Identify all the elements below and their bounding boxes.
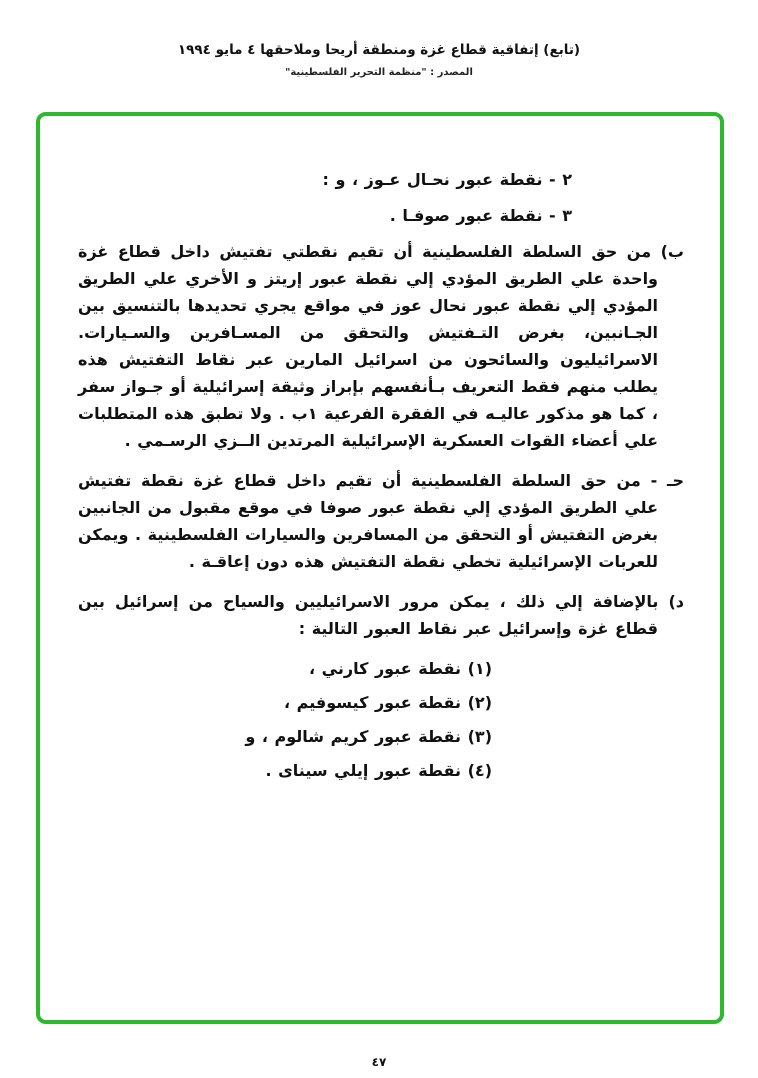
paragraph-d: د) بالإضافة إلي ذلك ، يمكن مرور الاسرائيليين والسياح من إسرائيل بين قطاع غزة وإسرائيل عبر نقاط العبور التالية : (78, 592, 684, 638)
crossing-point-item-3: ٣ - نقطة عبور صوفـا . (389, 206, 572, 225)
crossing-list-item-1: (١) نقطة عبور كارني ، (309, 659, 492, 678)
page-header (0, 42, 758, 78)
document-body (78, 166, 684, 791)
page-number: ٤٧ (371, 1055, 387, 1069)
paragraph-h: حـ - من حق السلطة الفلسطينية أن تقيم داخل قطاع غزة نقطة تفتيش علي الطريق المؤدي إلي نقطة عبور صوفا في موقع مقبول من الجانبين بغرض التفتيش أو التحقق من المسافرين والسيارات الفلسطينية . ويمكن للعربات الإسرائيلية تخطي نقطة التفتيش هذه دون إعاقـة . (78, 471, 684, 571)
crossing-list-item-2: (٢) نقطة عبور كيسوفيم ، (284, 693, 492, 712)
paragraph-b: ب) من حق السلطة الفلسطينية أن تقيم نقطتي تفتيش داخل قطاع غزة واحدة علي الطريق المؤدي إلي نقطة عبور إريتز و الأخري علي الطريق المؤدي إلي نقطة عبور نحال عوز في مواقع يجري تحديدها بالتنسيق بين الجـانبين، بغرض التـفتيش والتحقق من المسـافرين والسـيارات. الاسرائيليون والسائحون من اسرائيل المارين عبر نقاط التفتيش هذه يطلب منهم فقط التعريف بـأنفسهم بإبراز وثيقة إسرائيلية أو جـواز سفر ، كما هو مذكور عاليـه في الفقرة الفرعية ١ب . ولا تطبق هذه المتطلبات علي أعضاء القوات العسكرية الإسرائيلية المرتدين الــزي الرسـمي . (78, 242, 684, 450)
green-content-frame (36, 112, 724, 1024)
document-title: (تابع) إتفاقية قطاع غزة ومنطقة أريحا وملاحقها ٤ مايو ١٩٩٤ (177, 42, 581, 58)
page-footer (0, 1051, 758, 1070)
crossing-point-item-2: ٢ - نقطة عبور نحـال عـوز ، و : (322, 170, 572, 189)
crossing-list-item-4: (٤) نقطة عبور إيلي سيناى . (265, 761, 492, 780)
document-source: المصدر : "منظمة التحرير الفلسطينية" (285, 67, 473, 78)
crossing-list-item-3: (٣) نقطة عبور كريم شالوم ، و (245, 727, 492, 746)
